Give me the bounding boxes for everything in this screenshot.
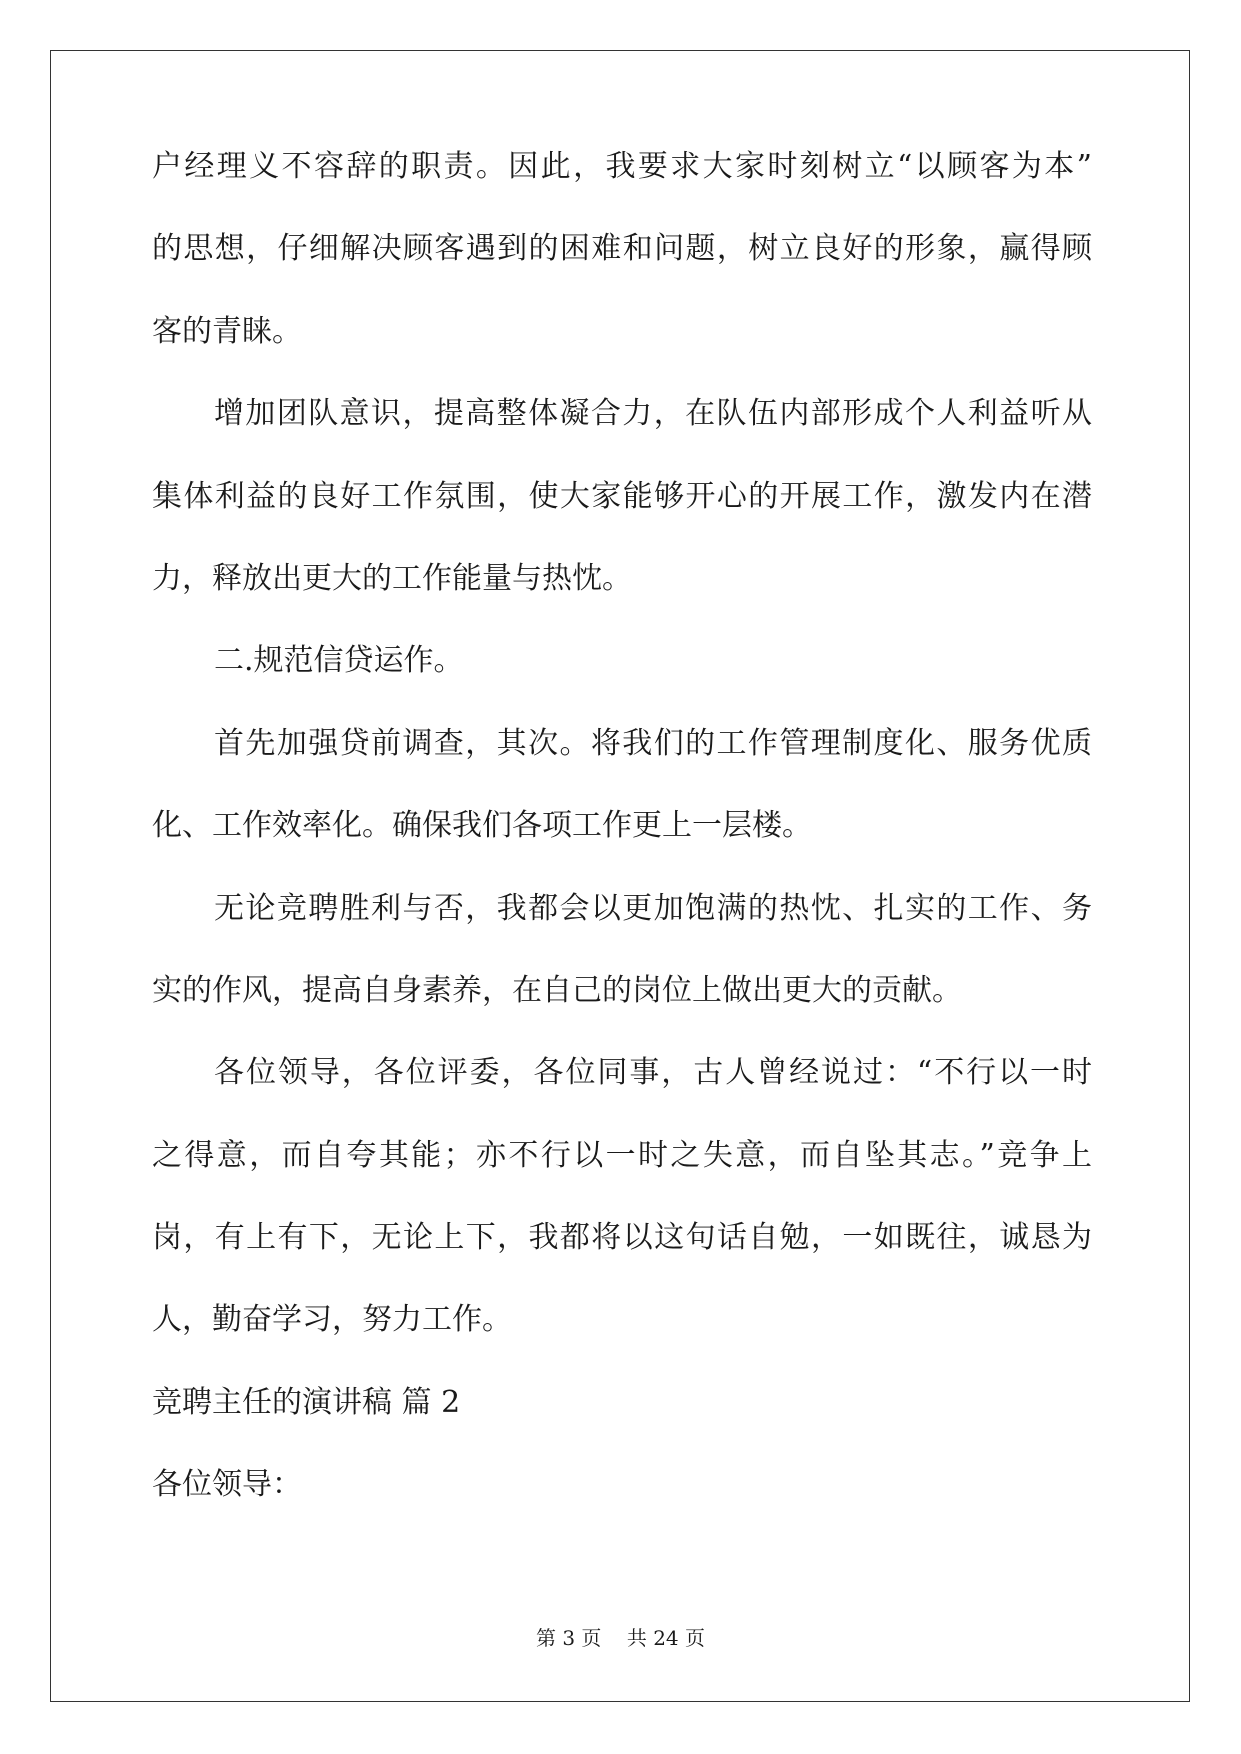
paragraph-line: 之得意，而自夸其能；亦不行以一时之失意，而自坠其志。”竞争上: [152, 1137, 1092, 1173]
document-body: [152, 145, 1092, 1546]
paragraph-line: 增加团队意识，提高整体凝合力，在队伍内部形成个人利益听从: [214, 396, 1092, 432]
paragraph-line: 力，释放出更大的工作能量与热忱。: [152, 560, 632, 596]
paragraph-line: 各位领导，各位评委，各位同事，古人曾经说过：“不行以一时: [214, 1055, 1092, 1091]
paragraph-line: 首先加强贷前调查，其次。将我们的工作管理制度化、服务优质: [214, 725, 1092, 761]
paragraph-line: 户经理义不容辞的职责。因此，我要求大家时刻树立“以顾客为本”: [152, 149, 1092, 184]
paragraph-line: 人，勤奋学习，努力工作。: [152, 1302, 512, 1338]
salutation: 各位领导：: [152, 1467, 302, 1503]
paragraph-line: 集体利益的良好工作氛围，使大家能够开心的开展工作，激发内在潜: [152, 478, 1092, 514]
paragraph-line: 化、工作效率化。确保我们各项工作更上一层楼。: [152, 808, 812, 844]
paragraph-line: 客的青睐。: [152, 313, 302, 349]
paragraph-line: 实的作风，提高自身素养，在自己的岗位上做出更大的贡献。: [152, 972, 962, 1008]
page-number-label: 第 3 页 共 24 页: [535, 1626, 706, 1650]
page-footer: [0, 1625, 1241, 1651]
section-title: 竞聘主任的演讲稿 篇 2: [152, 1384, 461, 1420]
paragraph-line: 二.规范信贷运作。: [214, 643, 464, 679]
paragraph-line: 岗，有上有下，无论上下，我都将以这句话自勉，一如既往，诚恳为: [152, 1220, 1092, 1256]
paragraph-line: 无论竞聘胜利与否，我都会以更加饱满的热忱、扎实的工作、务: [214, 890, 1092, 926]
paragraph-line: 的思想，仔细解决顾客遇到的困难和问题，树立良好的形象，赢得顾: [152, 231, 1092, 267]
